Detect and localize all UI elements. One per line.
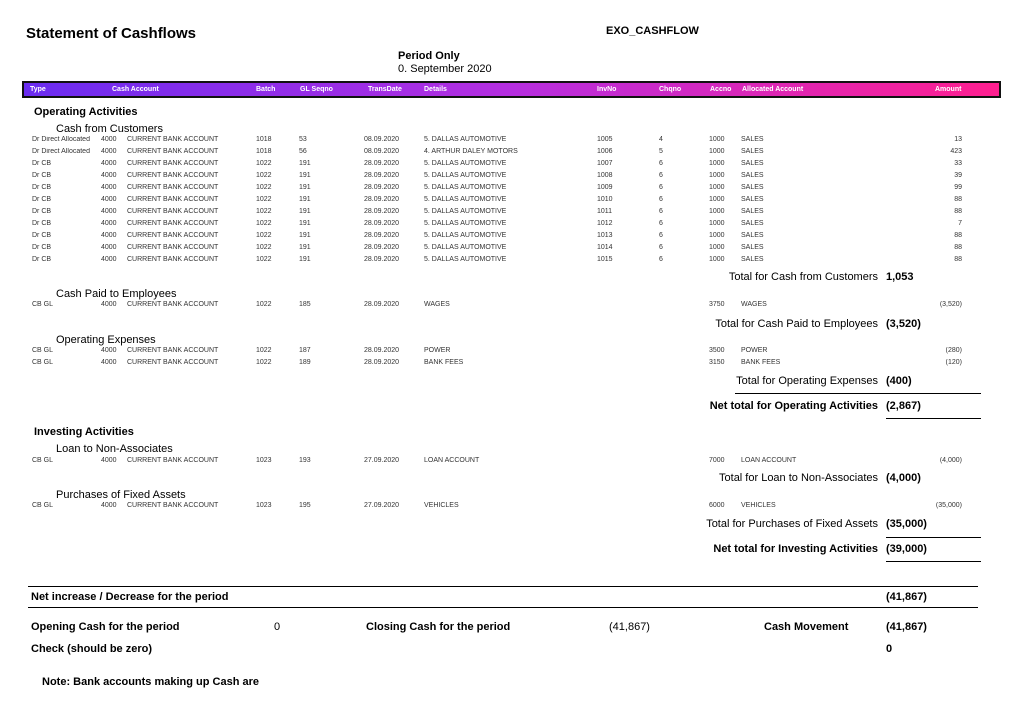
cell-gl-seqno: 191 xyxy=(299,256,311,263)
cell-type: Dr Direct Allocated xyxy=(32,148,90,155)
cell-allocated-account: SALES xyxy=(741,232,764,239)
cell-batch: 1022 xyxy=(256,244,272,251)
cell-allocated-account: SALES xyxy=(741,220,764,227)
total-value-assets: (35,000) xyxy=(886,518,927,530)
cell-gl-seqno: 193 xyxy=(299,457,311,464)
col-type: Type xyxy=(30,86,46,93)
col-cash-account: Cash Account xyxy=(112,86,159,93)
cell-allocated-account: SALES xyxy=(741,148,764,155)
cell-type: CB GL xyxy=(32,502,54,509)
cell-type: Dr Direct Allocated xyxy=(32,136,90,143)
cell-type: CB GL xyxy=(32,301,54,308)
cell-amount: (35,000) xyxy=(935,502,962,509)
cell-gl-seqno: 189 xyxy=(299,359,311,366)
cell-batch: 1022 xyxy=(256,196,272,203)
cell-cash-account-code: 4000 xyxy=(101,172,117,179)
cell-allocated-account: VEHICLES xyxy=(741,502,776,509)
cell-amount: 88 xyxy=(954,232,962,239)
cell-allocated-account: SALES xyxy=(741,208,764,215)
cell-amount: 7 xyxy=(958,220,962,227)
cell-trans-date: 28.09.2020 xyxy=(364,184,400,191)
cell-amount: 88 xyxy=(954,196,962,203)
cell-allocated-account: SALES xyxy=(741,136,764,143)
cell-chq-no: 6 xyxy=(659,160,663,167)
closing-cash-label: Closing Cash for the period xyxy=(366,621,511,633)
cell-details: 5. DALLAS AUTOMOTIVE xyxy=(424,196,507,203)
cash-movement-label: Cash Movement xyxy=(764,621,849,633)
cell-batch: 1022 xyxy=(256,184,272,191)
cell-trans-date: 28.09.2020 xyxy=(364,347,400,354)
cell-details: 5. DALLAS AUTOMOTIVE xyxy=(424,244,507,251)
cell-batch: 1023 xyxy=(256,457,272,464)
group-cash-from-customers: Cash from Customers xyxy=(56,123,163,135)
net-label-investing: Net total for Investing Activities xyxy=(713,543,878,555)
cell-trans-date: 28.09.2020 xyxy=(364,208,400,215)
cell-cash-account-name: CURRENT BANK ACCOUNT xyxy=(127,457,219,464)
rule-summary-bottom xyxy=(28,607,978,608)
col-inv-no: InvNo xyxy=(597,86,617,93)
total-value-employees: (3,520) xyxy=(886,318,921,330)
cell-amount: 99 xyxy=(954,184,962,191)
total-value-customers: 1,053 xyxy=(886,271,914,283)
rule-investing-bottom xyxy=(886,561,981,562)
cell-acc-no: 1000 xyxy=(709,232,725,239)
cell-batch: 1023 xyxy=(256,502,272,509)
cell-acc-no: 1000 xyxy=(709,148,725,155)
net-value-operating: (2,867) xyxy=(886,400,921,412)
cell-details: 5. DALLAS AUTOMOTIVE xyxy=(424,136,507,143)
cell-type: Dr CB xyxy=(32,220,52,227)
cell-details: 4. ARTHUR DALEY MOTORS xyxy=(424,148,518,155)
check-value: 0 xyxy=(886,643,893,655)
cell-trans-date: 28.09.2020 xyxy=(364,256,400,263)
cell-inv-no: 1014 xyxy=(597,244,613,251)
cell-trans-date: 28.09.2020 xyxy=(364,232,400,239)
cell-gl-seqno: 191 xyxy=(299,220,311,227)
cell-acc-no: 3150 xyxy=(709,359,725,366)
cell-amount: 33 xyxy=(954,160,962,167)
net-value-investing: (39,000) xyxy=(886,543,927,555)
cell-chq-no: 6 xyxy=(659,220,663,227)
cell-acc-no: 1000 xyxy=(709,244,725,251)
section-investing: Investing Activities xyxy=(34,426,134,438)
report-title: Statement of Cashflows xyxy=(26,25,197,42)
cell-inv-no: 1013 xyxy=(597,232,613,239)
cell-details: 5. DALLAS AUTOMOTIVE xyxy=(424,220,507,227)
cell-batch: 1022 xyxy=(256,347,272,354)
cell-trans-date: 28.09.2020 xyxy=(364,244,400,251)
cell-acc-no: 1000 xyxy=(709,184,725,191)
cell-inv-no: 1015 xyxy=(597,256,613,263)
cell-allocated-account: SALES xyxy=(741,244,764,251)
cell-details: 5. DALLAS AUTOMOTIVE xyxy=(424,172,507,179)
group-operating-expenses: Operating Expenses xyxy=(56,334,156,346)
col-amount: Amount xyxy=(935,86,962,93)
cell-type: Dr CB xyxy=(32,244,52,251)
cell-acc-no: 1000 xyxy=(709,208,725,215)
cell-type: Dr CB xyxy=(32,208,52,215)
cell-details: BANK FEES xyxy=(424,359,464,366)
opening-cash-label: Opening Cash for the period xyxy=(31,621,180,633)
cell-type: CB GL xyxy=(32,457,54,464)
cell-gl-seqno: 53 xyxy=(299,136,307,143)
cell-amount: (3,520) xyxy=(939,301,962,308)
cell-cash-account-code: 4000 xyxy=(101,232,117,239)
cell-trans-date: 08.09.2020 xyxy=(364,136,400,143)
total-value-expenses: (400) xyxy=(886,375,912,387)
opening-cash-value: 0 xyxy=(274,621,281,633)
closing-cash-value: (41,867) xyxy=(609,621,650,633)
cell-details: 5. DALLAS AUTOMOTIVE xyxy=(424,232,507,239)
rule-operating-top xyxy=(735,393,981,394)
period-date: 0. September 2020 xyxy=(398,63,492,75)
cell-gl-seqno: 191 xyxy=(299,208,311,215)
cell-allocated-account: SALES xyxy=(741,196,764,203)
col-chq-no: Chqno xyxy=(659,86,682,93)
cell-trans-date: 28.09.2020 xyxy=(364,196,400,203)
cell-amount: 423 xyxy=(950,148,962,155)
cell-batch: 1022 xyxy=(256,160,272,167)
section-operating: Operating Activities xyxy=(34,106,138,118)
rule-operating-bottom xyxy=(886,418,981,419)
rule-investing-top xyxy=(886,537,981,538)
col-allocated-account: Allocated Account xyxy=(742,86,804,93)
cell-batch: 1022 xyxy=(256,208,272,215)
cell-trans-date: 28.09.2020 xyxy=(364,359,400,366)
cell-amount: (4,000) xyxy=(939,457,962,464)
cell-acc-no: 3500 xyxy=(709,347,725,354)
cell-amount: (120) xyxy=(945,359,962,366)
net-change-value: (41,867) xyxy=(886,591,927,603)
cell-cash-account-name: CURRENT BANK ACCOUNT xyxy=(127,502,219,509)
col-gl-seqno: GL Seqno xyxy=(300,86,333,93)
cell-inv-no: 1010 xyxy=(597,196,613,203)
cell-acc-no: 1000 xyxy=(709,220,725,227)
cell-acc-no: 1000 xyxy=(709,172,725,179)
cell-batch: 1018 xyxy=(256,148,272,155)
cell-gl-seqno: 191 xyxy=(299,172,311,179)
cell-amount: 88 xyxy=(954,208,962,215)
cell-allocated-account: WAGES xyxy=(741,301,767,308)
cell-amount: (280) xyxy=(945,347,962,354)
cell-acc-no: 6000 xyxy=(709,502,725,509)
cell-inv-no: 1008 xyxy=(597,172,613,179)
cell-cash-account-code: 4000 xyxy=(101,457,117,464)
cell-cash-account-code: 4000 xyxy=(101,160,117,167)
cell-allocated-account: BANK FEES xyxy=(741,359,781,366)
cell-details: WAGES xyxy=(424,301,450,308)
cell-trans-date: 28.09.2020 xyxy=(364,301,400,308)
cell-amount: 39 xyxy=(954,172,962,179)
cell-gl-seqno: 191 xyxy=(299,232,311,239)
cell-allocated-account: SALES xyxy=(741,172,764,179)
cell-amount: 88 xyxy=(954,256,962,263)
cell-cash-account-code: 4000 xyxy=(101,359,117,366)
cell-allocated-account: SALES xyxy=(741,184,764,191)
cell-cash-account-name: CURRENT BANK ACCOUNT xyxy=(127,184,219,191)
cell-allocated-account: SALES xyxy=(741,160,764,167)
cell-cash-account-name: CURRENT BANK ACCOUNT xyxy=(127,244,219,251)
cell-batch: 1022 xyxy=(256,172,272,179)
cell-gl-seqno: 185 xyxy=(299,301,311,308)
cell-cash-account-name: CURRENT BANK ACCOUNT xyxy=(127,220,219,227)
cell-cash-account-name: CURRENT BANK ACCOUNT xyxy=(127,208,219,215)
cell-cash-account-name: CURRENT BANK ACCOUNT xyxy=(127,160,219,167)
cell-batch: 1022 xyxy=(256,256,272,263)
cell-cash-account-name: CURRENT BANK ACCOUNT xyxy=(127,172,219,179)
cell-cash-account-code: 4000 xyxy=(101,208,117,215)
cell-allocated-account: SALES xyxy=(741,256,764,263)
cell-amount: 88 xyxy=(954,244,962,251)
rule-summary-top xyxy=(28,586,978,587)
column-header-bar xyxy=(22,81,1001,98)
cell-type: Dr CB xyxy=(32,184,52,191)
cell-type: Dr CB xyxy=(32,196,52,203)
cell-chq-no: 6 xyxy=(659,196,663,203)
cell-details: 5. DALLAS AUTOMOTIVE xyxy=(424,208,507,215)
cell-inv-no: 1012 xyxy=(597,220,613,227)
cell-allocated-account: LOAN ACCOUNT xyxy=(741,457,797,464)
cell-chq-no: 6 xyxy=(659,208,663,215)
cell-details: 5. DALLAS AUTOMOTIVE xyxy=(424,184,507,191)
col-acc-no: Accno xyxy=(710,86,732,93)
cell-inv-no: 1006 xyxy=(597,148,613,155)
cell-type: CB GL xyxy=(32,347,54,354)
cell-details: VEHICLES xyxy=(424,502,459,509)
cell-chq-no: 6 xyxy=(659,184,663,191)
cell-cash-account-name: CURRENT BANK ACCOUNT xyxy=(127,136,219,143)
cell-cash-account-code: 4000 xyxy=(101,220,117,227)
cell-batch: 1022 xyxy=(256,220,272,227)
report-code: EXO_CASHFLOW xyxy=(606,25,699,37)
cell-cash-account-name: CURRENT BANK ACCOUNT xyxy=(127,232,219,239)
cell-acc-no: 1000 xyxy=(709,256,725,263)
cell-cash-account-code: 4000 xyxy=(101,347,117,354)
cell-type: Dr CB xyxy=(32,172,52,179)
cell-type: CB GL xyxy=(32,359,54,366)
group-cash-paid-to-employees: Cash Paid to Employees xyxy=(56,288,177,300)
cell-batch: 1022 xyxy=(256,232,272,239)
col-trans-date: TransDate xyxy=(368,86,402,93)
cell-cash-account-code: 4000 xyxy=(101,136,117,143)
cell-cash-account-name: CURRENT BANK ACCOUNT xyxy=(127,256,219,263)
cell-cash-account-code: 4000 xyxy=(101,502,117,509)
cell-trans-date: 08.09.2020 xyxy=(364,148,400,155)
cell-cash-account-code: 4000 xyxy=(101,301,117,308)
net-change-label: Net increase / Decrease for the period xyxy=(31,591,229,603)
col-batch: Batch xyxy=(256,86,276,93)
cell-trans-date: 28.09.2020 xyxy=(364,220,400,227)
cell-cash-account-name: CURRENT BANK ACCOUNT xyxy=(127,359,219,366)
cell-gl-seqno: 191 xyxy=(299,160,311,167)
cell-trans-date: 28.09.2020 xyxy=(364,160,400,167)
cell-inv-no: 1007 xyxy=(597,160,613,167)
cell-chq-no: 6 xyxy=(659,256,663,263)
cell-type: Dr CB xyxy=(32,232,52,239)
cell-acc-no: 1000 xyxy=(709,160,725,167)
cell-cash-account-name: CURRENT BANK ACCOUNT xyxy=(127,301,219,308)
cell-acc-no: 1000 xyxy=(709,136,725,143)
cell-cash-account-name: CURRENT BANK ACCOUNT xyxy=(127,148,219,155)
cell-chq-no: 5 xyxy=(659,148,663,155)
cell-inv-no: 1009 xyxy=(597,184,613,191)
cell-gl-seqno: 191 xyxy=(299,184,311,191)
cell-details: POWER xyxy=(424,347,451,354)
cell-cash-account-code: 4000 xyxy=(101,148,117,155)
total-value-loan: (4,000) xyxy=(886,472,921,484)
bank-accounts-note: Note: Bank accounts making up Cash are xyxy=(42,676,259,688)
cell-cash-account-code: 4000 xyxy=(101,184,117,191)
cash-movement-value: (41,867) xyxy=(886,621,927,633)
cell-chq-no: 6 xyxy=(659,244,663,251)
net-label-operating: Net total for Operating Activities xyxy=(709,400,878,412)
cell-gl-seqno: 195 xyxy=(299,502,311,509)
cell-chq-no: 4 xyxy=(659,136,663,143)
group-loan-to-non-associates: Loan to Non-Associates xyxy=(56,443,173,455)
cell-type: Dr CB xyxy=(32,256,52,263)
cell-cash-account-code: 4000 xyxy=(101,256,117,263)
cell-inv-no: 1011 xyxy=(597,208,613,215)
cell-acc-no: 1000 xyxy=(709,196,725,203)
cell-cash-account-code: 4000 xyxy=(101,196,117,203)
cell-cash-account-name: CURRENT BANK ACCOUNT xyxy=(127,196,219,203)
cell-batch: 1022 xyxy=(256,359,272,366)
cell-inv-no: 1005 xyxy=(597,136,613,143)
total-label-employees: Total for Cash Paid to Employees xyxy=(715,318,878,330)
cell-details: 5. DALLAS AUTOMOTIVE xyxy=(424,256,507,263)
cell-trans-date: 28.09.2020 xyxy=(364,172,400,179)
cell-gl-seqno: 56 xyxy=(299,148,307,155)
cell-details: LOAN ACCOUNT xyxy=(424,457,480,464)
cell-acc-no: 3750 xyxy=(709,301,725,308)
col-details: Details xyxy=(424,86,447,93)
cell-trans-date: 27.09.2020 xyxy=(364,457,400,464)
total-label-assets: Total for Purchases of Fixed Assets xyxy=(706,518,878,530)
total-label-customers: Total for Cash from Customers xyxy=(728,271,878,283)
cell-batch: 1022 xyxy=(256,301,272,308)
cell-chq-no: 6 xyxy=(659,172,663,179)
cell-gl-seqno: 187 xyxy=(299,347,311,354)
cell-chq-no: 6 xyxy=(659,232,663,239)
total-label-expenses: Total for Operating Expenses xyxy=(736,375,878,387)
check-label: Check (should be zero) xyxy=(31,643,153,655)
group-purchases-of-fixed-assets: Purchases of Fixed Assets xyxy=(56,489,186,501)
total-label-loan: Total for Loan to Non-Associates xyxy=(719,472,878,484)
cell-allocated-account: POWER xyxy=(741,347,768,354)
cell-cash-account-name: CURRENT BANK ACCOUNT xyxy=(127,347,219,354)
cell-gl-seqno: 191 xyxy=(299,244,311,251)
cell-acc-no: 7000 xyxy=(709,457,725,464)
cell-cash-account-code: 4000 xyxy=(101,244,117,251)
cell-gl-seqno: 191 xyxy=(299,196,311,203)
period-label: Period Only xyxy=(398,50,460,62)
cell-type: Dr CB xyxy=(32,160,52,167)
cell-amount: 13 xyxy=(954,136,962,143)
cell-batch: 1018 xyxy=(256,136,272,143)
cell-details: 5. DALLAS AUTOMOTIVE xyxy=(424,160,507,167)
cell-trans-date: 27.09.2020 xyxy=(364,502,400,509)
